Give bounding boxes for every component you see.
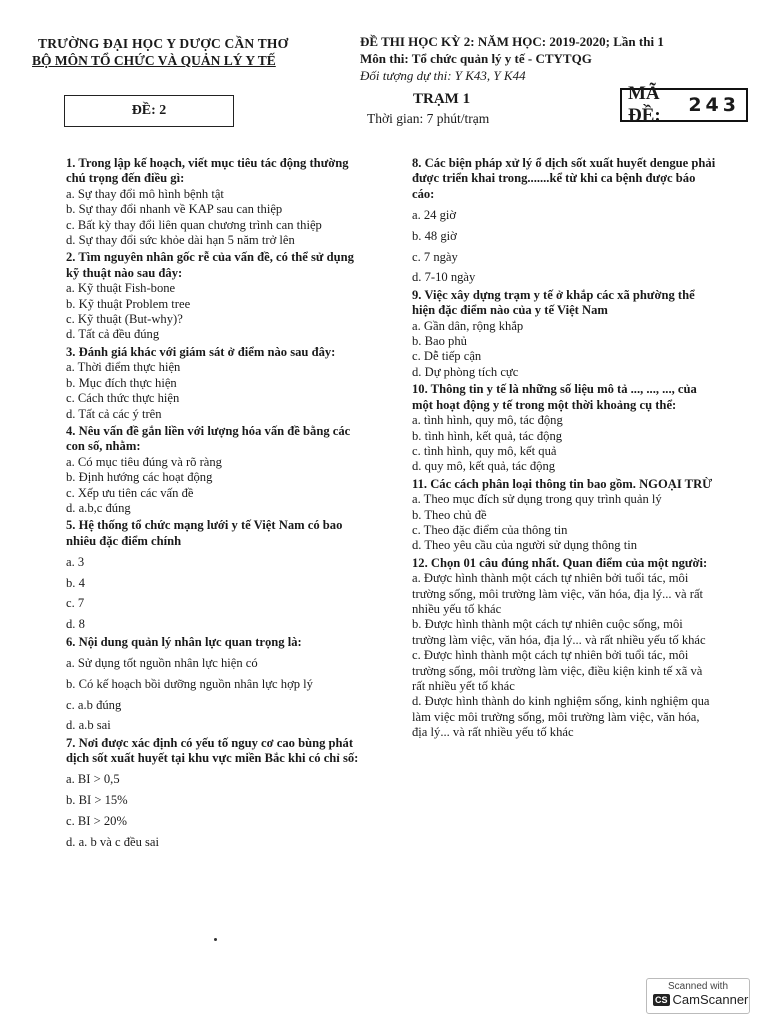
answer-option: b. Mục đích thực hiện [66,375,177,390]
answer-option: d. 7-10 ngày [412,270,476,285]
question-block [66,424,370,516]
exam-audience: Đối tượng dự thi: Y K43, Y K44 [360,68,526,83]
answer-option: c. Kỹ thuật (But-why)? [66,312,183,327]
answer-option: c. Theo đặc điểm của thông tin [412,522,568,537]
answer-option: b. tình hình, kết quả, tác động [412,428,563,443]
watermark-line1: Scanned with [667,981,729,992]
question-text: 4. Nêu vấn đề gắn liền với lượng hóa vấn đề bằng các con số, nhằm: [66,423,351,454]
de-box [64,95,234,127]
answer-option: a. Sử dụng tốt nguồn nhân lực hiện có [66,655,258,670]
answer-option: c. tình hình, quy mô, kết quả [412,443,557,458]
answer-option: a. Theo mục đích sử dụng trong quy trình quản lý [412,492,662,507]
answer-option: c. Bất kỳ thay đổi liên quan chương trình can thiệp [66,217,322,232]
answer-option: d. Được hình thành do kinh nghiệm sống, kinh nghiệm qua làm việc môi trường sống, môi trường làm việc, văn hóa, địa lý... và rất nhiều yếu tố khác [412,694,710,740]
question-text: 5. Hệ thống tổ chức mạng lưới y tế Việt Nam có bao nhiêu đặc điểm chính [66,518,343,548]
question-text: 8. Các biện pháp xử lý ổ dịch sốt xuất huyết dengue phải được triển khai trong.......kể từ khi ca bệnh được báo cáo: [412,156,716,201]
answer-option: a. Gần dân, rộng khắp [412,318,524,333]
question-text: 6. Nội dung quản lý nhân lực quan trọng là: [66,634,302,649]
answer-option: d. a. b và c đều sai [66,834,160,849]
answer-option: d. Theo yêu cầu của người sử dụng thông tin [412,538,638,553]
question-text: 7. Nơi được xác định có yếu tố nguy cơ cao bùng phát dịch sốt xuất huyết tại khu vực miền Bắc khi có chỉ số: [66,735,359,766]
answer-option: a. Được hình thành một cách tự nhiên bởi tuổi tác, môi trường sống, môi trường làm việc, văn hóa, địa lý... và rất nhiều yếu tố khác [412,571,704,616]
answer-option: c. 7 ngày [412,249,458,264]
answer-option: a. BI > 0,5 [66,772,120,787]
answer-option: c. Cách thức thực hiện [66,391,180,406]
station-title: TRẠM 1 [413,91,471,107]
watermark-line2-row [653,992,749,1007]
question-text: 1. Trong lập kế hoạch, viết mục tiêu tác động thường chú trọng đến điều gì: [66,156,349,186]
answer-option: b. Theo chủ đề [412,507,487,522]
question-block [412,477,718,554]
answer-option: d. Dự phòng tích cực [412,364,519,379]
answer-option: b. Bao phủ [412,334,467,349]
answer-option: a. Kỹ thuật Fish-bone [66,281,176,296]
exam-subject: Môn thi: Tổ chức quản lý y tế - CTYTQG [360,51,592,66]
answer-option: d. quy mô, kết quả, tác động [412,459,556,474]
answer-option: b. Định hướng các hoạt động [66,470,213,485]
question-text: 9. Việc xây dựng trạm y tế ở khắp các xã phường thể hiện đặc điểm nào của y tế Việt Nam [412,287,695,318]
ma-de-code: 243 [688,94,740,116]
question-block [66,250,370,342]
answer-option: b. Có kế hoạch bồi dưỡng nguồn nhân lực hợp lý [66,676,313,691]
scan-speck [214,938,217,941]
question-block [66,345,370,422]
watermark-line2: CamScanner [672,992,749,1007]
right-question-column [412,154,718,741]
answer-option: a. Thời điểm thực hiện [66,360,181,375]
answer-option: d. 8 [66,617,85,632]
answer-option: d. Sự thay đổi sức khỏe dài hạn 5 năm trở lên [66,233,295,248]
question-block [66,736,370,850]
de-label: ĐỀ: 2 [131,103,167,118]
university-name: TRƯỜNG ĐẠI HỌC Y DƯỢC CẦN THƠ [38,36,289,51]
answer-option: b. BI > 15% [66,793,128,808]
answer-option: c. Dễ tiếp cận [412,349,482,364]
question-block [66,156,370,248]
answer-option: c. 7 [66,596,85,611]
answer-option: a. 24 giờ [412,207,457,222]
answer-option: a. 3 [66,554,85,569]
question-block [412,156,718,286]
camscanner-watermark [646,978,750,1014]
ma-de-label: MÃ ĐỀ: [628,83,661,126]
left-question-column [66,154,370,850]
question-text: 3. Đánh giá khác với giám sát ở điểm nào sau đây: [66,344,336,359]
department-name: BỘ MÔN TỔ CHỨC VÀ QUẢN LÝ Y TẾ [32,53,276,68]
question-text: 11. Các cách phân loại thông tin bao gồm. NGOẠI TRỪ [412,476,713,491]
station-duration: Thời gian: 7 phút/trạm [367,111,490,126]
answer-option: b. Được hình thành một cách tự nhiên cuộc sống, môi trường làm việc, văn hóa, địa lý... và rất nhiều yếu tố khác [412,617,706,647]
answer-option: c. BI > 20% [66,813,127,828]
camscanner-icon: CS [655,994,668,1005]
question-block [66,518,370,632]
answer-option: a. Sự thay đổi mô hình bệnh tật [66,186,224,201]
answer-option: a. Có mục tiêu đúng và rõ ràng [66,454,222,469]
question-text: 12. Chọn 01 câu đúng nhất. Quan điểm của một người: [412,555,708,570]
question-text: 2. Tìm nguyên nhân gốc rễ của vấn đề, có thể sử dụng kỹ thuật nào sau đây: [66,250,354,280]
question-block [412,382,718,474]
answer-option: b. 48 giờ [412,228,457,243]
question-block [412,556,718,741]
ma-de-box [620,83,748,126]
question-text: 10. Thông tin y tế là những số liệu mô tả ..., ..., ..., của một hoạt động y tế trong một thời khoảng cụ thể: [412,382,697,412]
answer-option: c. Được hình thành một cách tự nhiên bởi tuổi tác, môi trường sống, môi trường làm việc, điều kiện kinh tế xã và rất nhiều yết tố khác [412,648,703,693]
question-block [66,635,370,734]
question-block [412,288,718,380]
exam-title: ĐỀ THI HỌC KỲ 2: NĂM HỌC: 2019-2020; Lần thi 1 [360,34,664,49]
answer-option: b. Sự thay đổi nhanh về KAP sau can thiệp [66,202,283,217]
answer-option: c. a.b đúng [66,697,122,712]
answer-option: a. tình hình, quy mô, tác động [412,413,563,428]
answer-option: d. Tất cả đều đúng [66,327,160,342]
answer-option: d. Tất cả các ý trên [66,406,162,421]
answer-option: b. 4 [66,575,85,590]
answer-option: c. Xếp ưu tiên các vấn đề [66,485,194,500]
answer-option: b. Kỹ thuật Problem tree [66,296,191,311]
answer-option: d. a.b,c đúng [66,500,131,515]
answer-option: d. a.b sai [66,718,111,733]
